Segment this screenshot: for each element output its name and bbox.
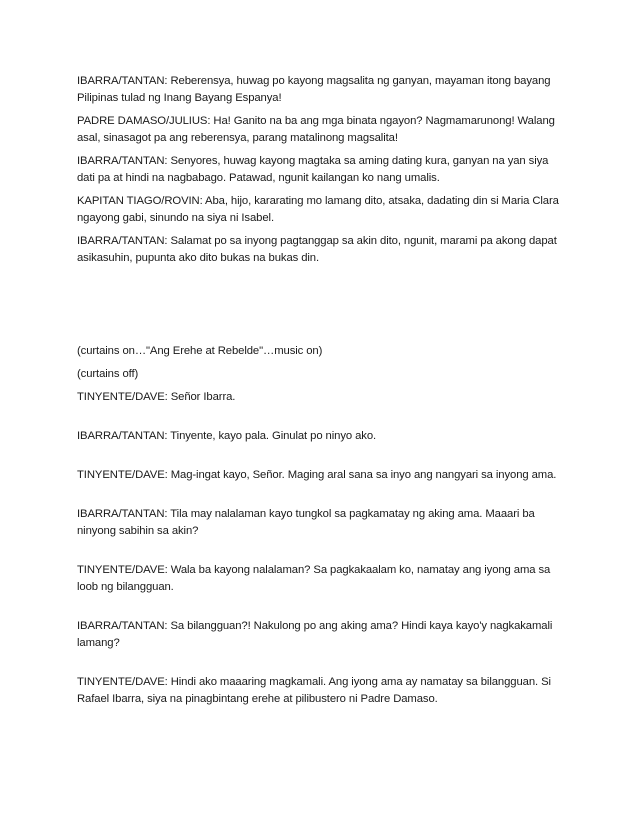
dialogue-line: IBARRA/TANTAN: Tila may nalalaman kayo tungkol sa pagkamatay ng aking ama. Maaari ba ninyong sabihin sa akin? xyxy=(77,508,535,537)
dialogue-line: PADRE DAMASO/JULIUS: Ha! Ganito na ba ang mga binata ngayon? Nagmamarunong! Walang asal, sinasagot pa ang reberensya, parang matalinong magsalita! xyxy=(77,115,555,144)
dialogue-line: IBARRA/TANTAN: Sa bilangguan?! Nakulong po ang aking ama? Hindi kaya kayo'y nagkakamali lamang? xyxy=(77,620,553,649)
dialogue-line: KAPITAN TIAGO/ROVIN: Aba, hijo, kararating mo lamang dito, atsaka, dadating din si Maria Clara ngayong gabi, sinundo na siya ni Isabel. xyxy=(77,195,559,224)
dialogue-line: TINYENTE/DAVE: Señor Ibarra. xyxy=(77,391,236,403)
stage-direction: (curtains off) xyxy=(77,368,139,380)
dialogue-line: IBARRA/TANTAN: Salamat po sa inyong pagtanggap sa akin dito, ngunit, marami pa akong dapat asikasuhin, pupunta ako dito bukas na bukas din. xyxy=(77,235,557,264)
dialogue-line: IBARRA/TANTAN: Senyores, huwag kayong magtaka sa aming dating kura, ganyan na yan siya dati pa at hindi na nagbabago. Patawad, ngunit kailangan ko nang umalis. xyxy=(77,155,549,184)
script-body xyxy=(77,73,567,714)
dialogue-line: IBARRA/TANTAN: Tinyente, kayo pala. Ginulat po ninyo ako. xyxy=(77,430,377,442)
stage-direction: (curtains on…"Ang Erehe at Rebelde"…music on) xyxy=(77,345,323,357)
dialogue-line: TINYENTE/DAVE: Mag-ingat kayo, Señor. Maging aral sana sa inyo ang nangyari sa inyong ama. xyxy=(77,469,557,481)
dialogue-line: TINYENTE/DAVE: Hindi ako maaaring magkamali. Ang iyong ama ay namatay sa bilangguan. Si Rafael Ibarra, siya na pinagbintang erehe at pilibustero ni Padre Damaso. xyxy=(77,676,551,705)
dialogue-line: IBARRA/TANTAN: Reberensya, huwag po kayong magsalita ng ganyan, mayaman itong bayang Pilipinas tulad ng Inang Bayang Espanya! xyxy=(77,75,551,104)
dialogue-line: TINYENTE/DAVE: Wala ba kayong nalalaman? Sa pagkakaalam ko, namatay ang iyong ama sa loob ng bilangguan. xyxy=(77,564,551,593)
